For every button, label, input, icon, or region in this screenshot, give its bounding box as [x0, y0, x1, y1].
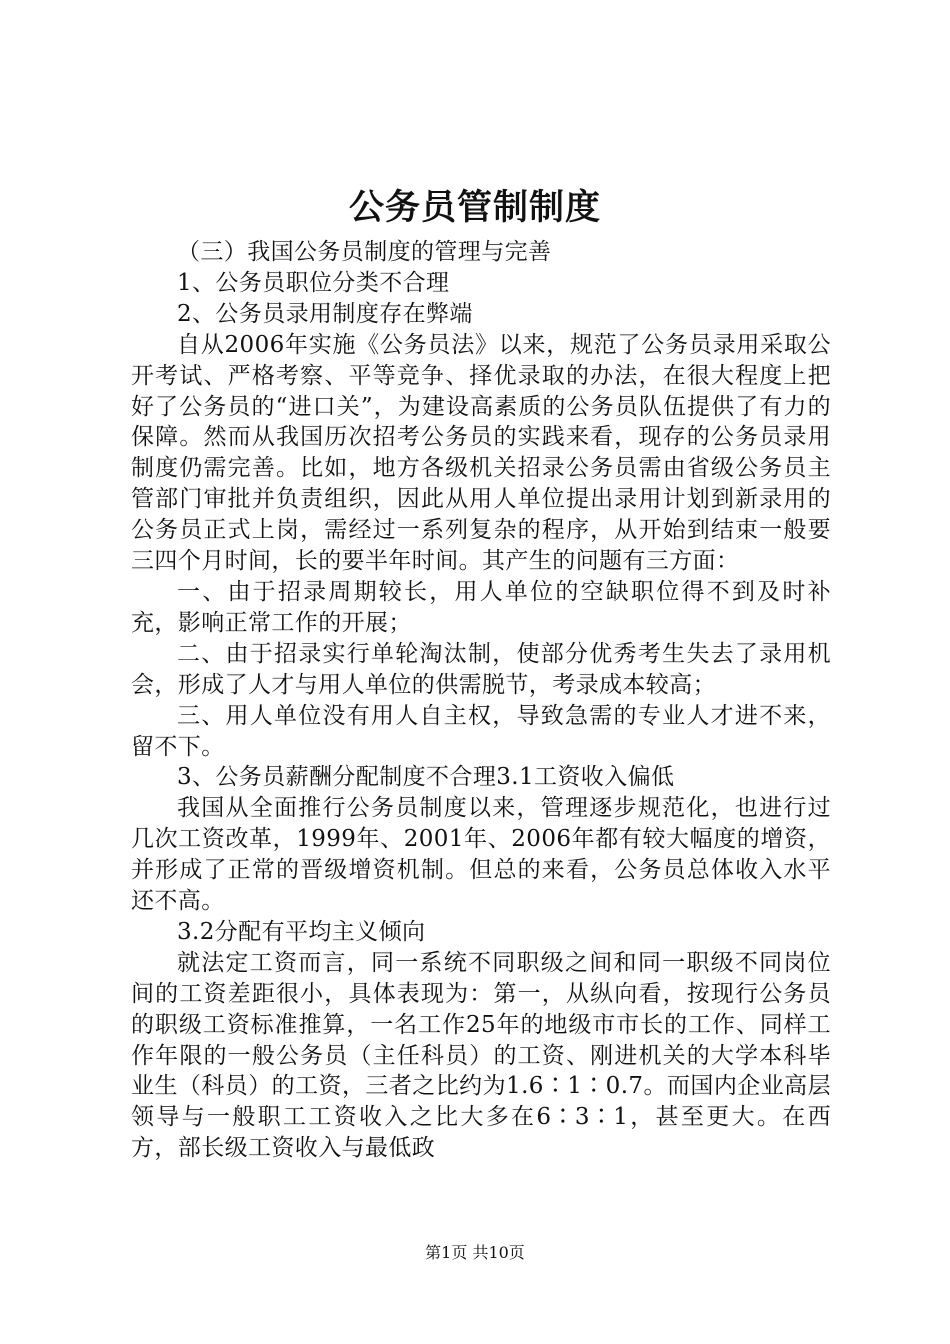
body-paragraph: 自从2006年实施《公务员法》以来，规范了公务员录用采取公开考试、严格考察、平等竞争、择优录取的办法，在很大程度上把好了公务员的“进口关”，为建设高素质的公务员队伍提供了有力的保障。然而从我国历次招考公务员的实践来看，现存的公务员录用制度仍需完善。比如，地方各级机关招录公务员需由省级公务员主管部门审批并负责组织，因此从用人单位提出录用计划到新录用的公务员正式上岗，需经过一系列复杂的程序，从开始到结束一般要三四个月时间，长的要半年时间。其产生的问题有三方面： [131, 331, 831, 575]
sub-heading: 3、公务员薪酬分配制度不合理3.1工资收入偏低 [177, 764, 675, 791]
body-paragraph: 二、由于招录实行单轮淘汰制，使部分优秀考生失去了录用机会，形成了人才与用人单位的供需脱节，考录成本较高； [131, 640, 831, 698]
body-paragraph: 就法定工资而言，同一系统不同职级之间和同一职级不同岗位间的工资差距很小，具体表现为：第一，从纵向看，按现行公务员的职级工资标准推算，一名工作25年的地级市市长的工作、同样工作年限的一般公务员（主任科员）的工资、刚进机关的大学本科毕业生（科员）的工资，三者之比约为1.6∶1∶0.7。而国内企业高层领导与一般职工工资收入之比大多在6∶3∶1，甚至更大。在西方，部长级工资收入与最低政 [131, 949, 831, 1162]
document-title: 公务员管制制度 [348, 188, 601, 228]
sub-heading: 1、公务员职位分类不合理 [177, 269, 450, 296]
page-footer: 第1页 共10页 [425, 1243, 525, 1262]
sub-heading: 3.2分配有平均主义倾向 [177, 918, 426, 945]
body-paragraph: 我国从全面推行公务员制度以来，管理逐步规范化，也进行过几次工资改革，1999年、2001年、2006年都有较大幅度的增资，并形成了正常的晋级增资机制。但总的来看，公务员总体收入水平还不高。 [131, 795, 831, 915]
document-body [131, 237, 831, 1164]
body-paragraph: 三、用人单位没有用人自主权，导致急需的专业人才进不来，留不下。 [131, 702, 831, 760]
body-paragraph: 一、由于招录周期较长，用人单位的空缺职位得不到及时补充，影响正常工作的开展； [131, 578, 831, 636]
section-heading: （三）我国公务员制度的管理与完善 [177, 239, 552, 265]
sub-heading: 2、公务员录用制度存在弊端 [177, 300, 473, 327]
